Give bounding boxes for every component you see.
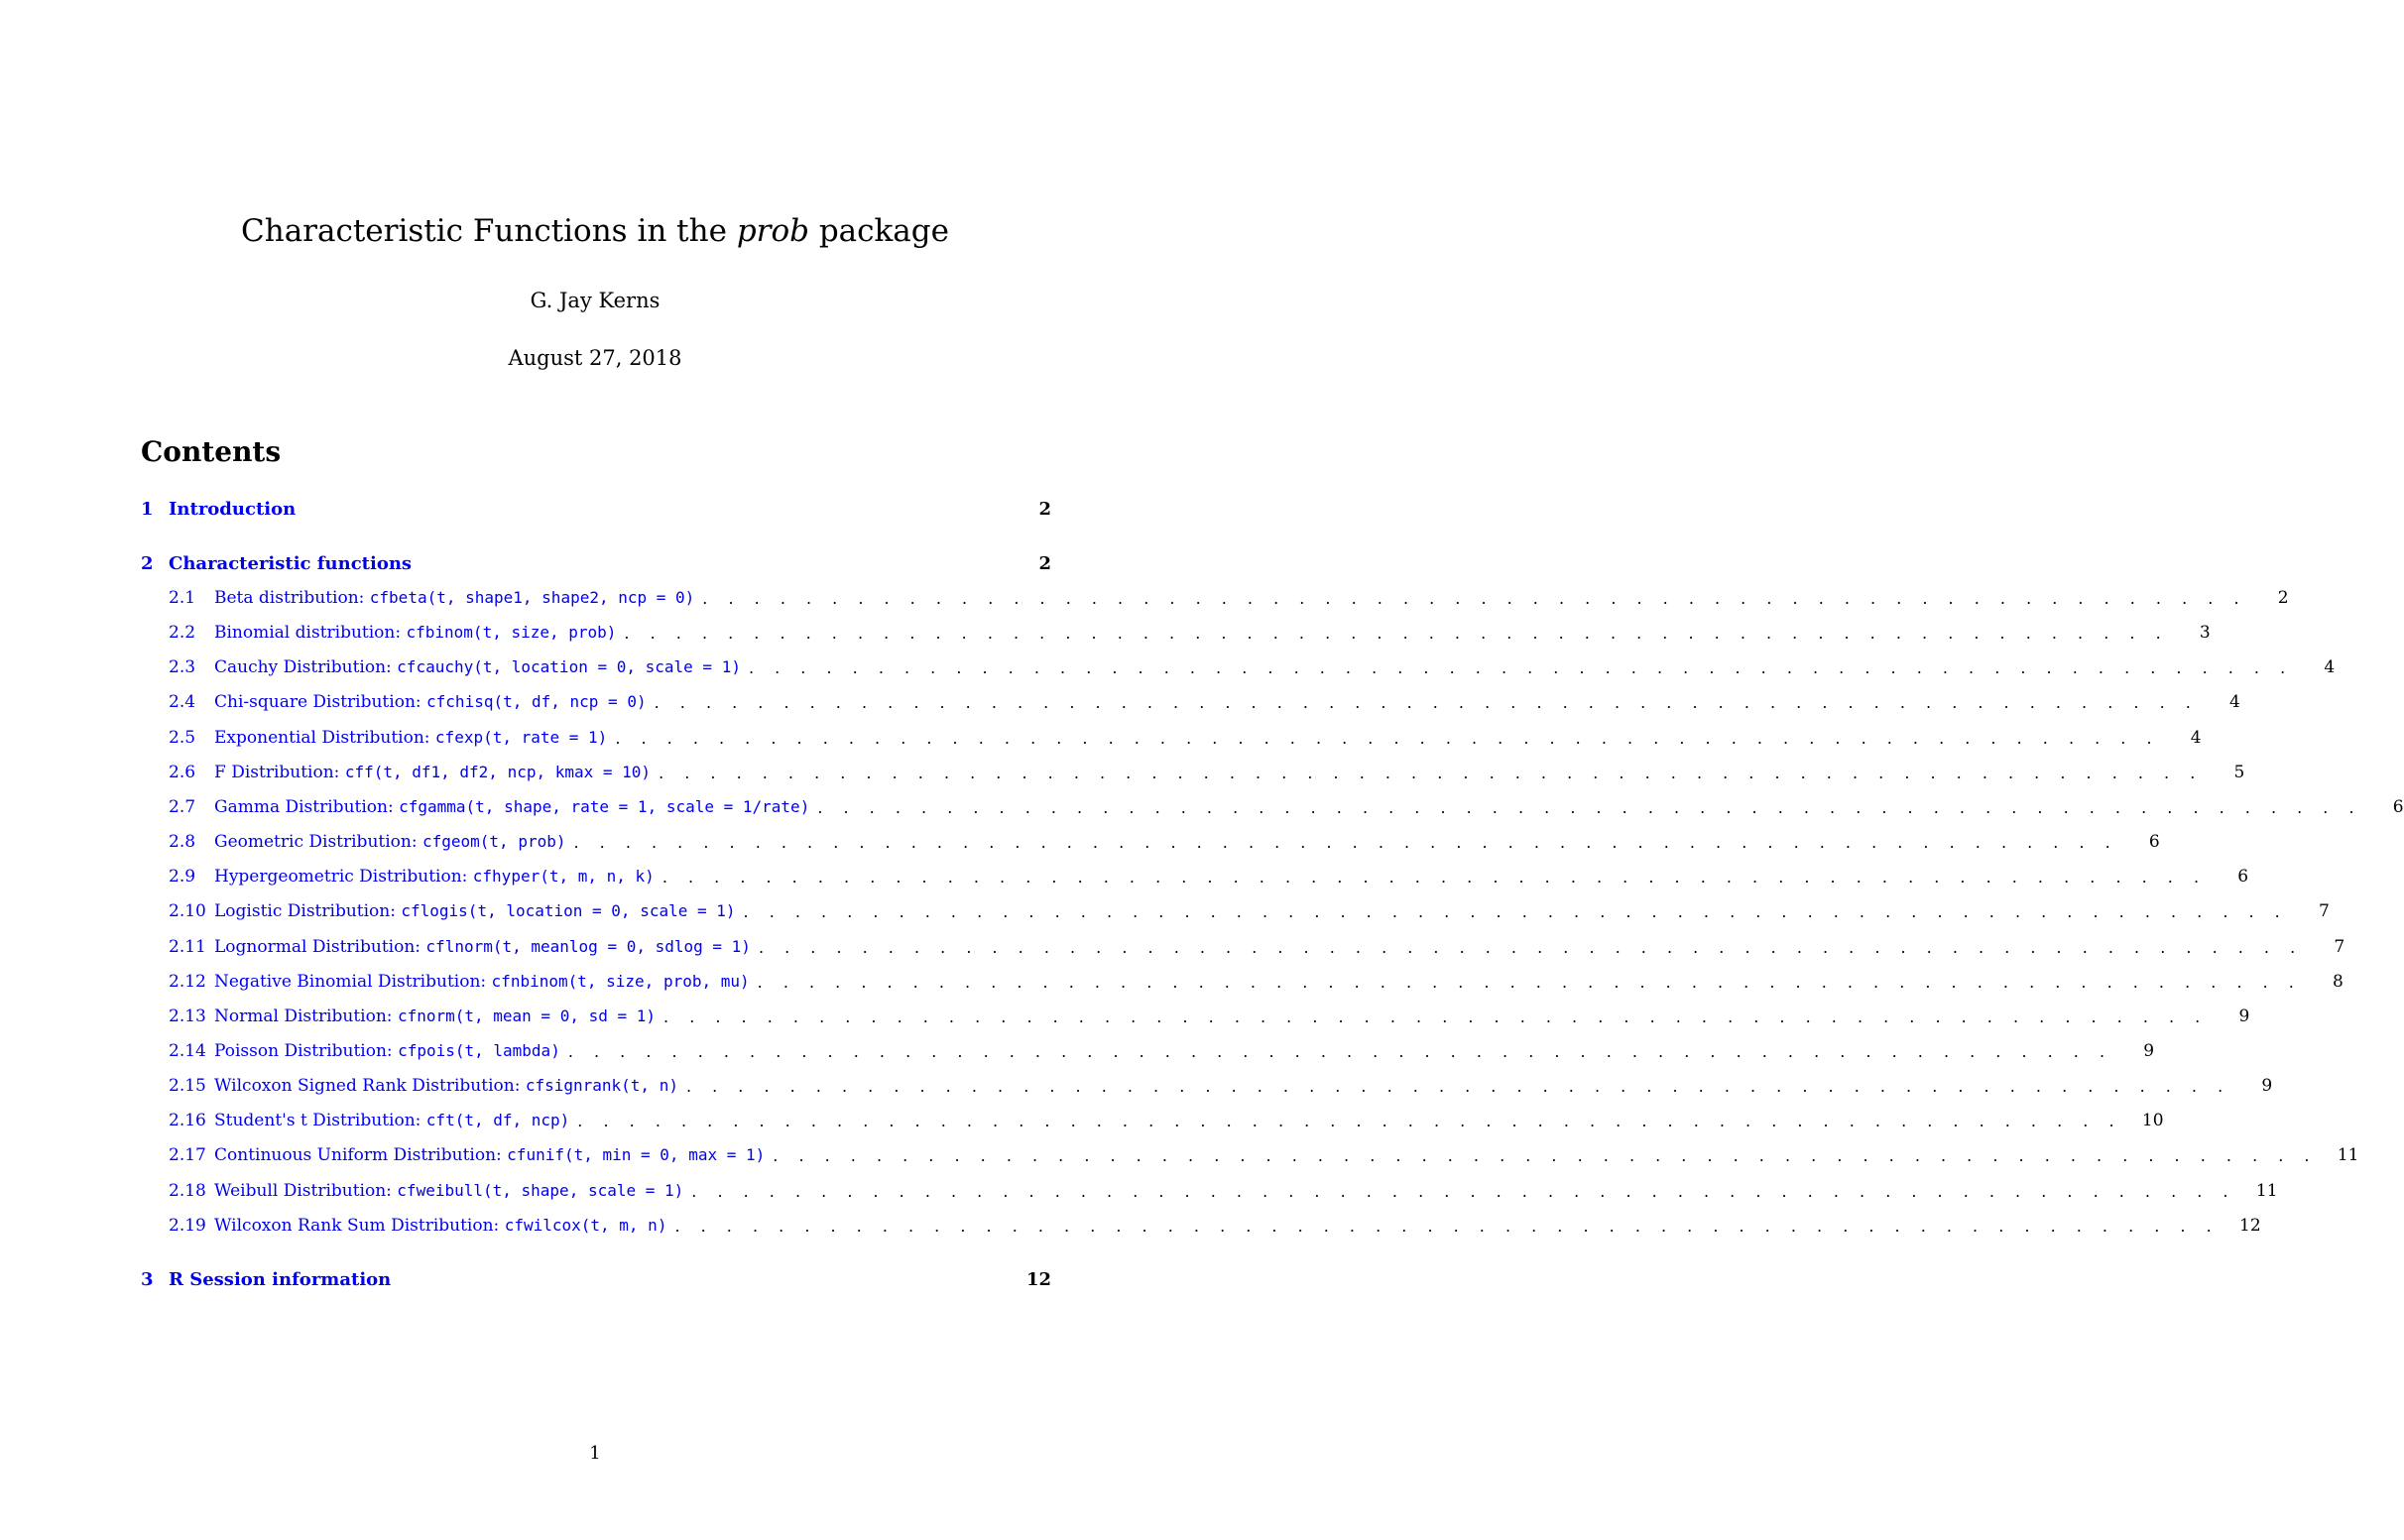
toc-subsection-number: 2.16 bbox=[169, 1111, 206, 1130]
toc-subsection-number: 2.1 bbox=[169, 588, 196, 608]
toc-subsection-number: 2.5 bbox=[169, 728, 196, 748]
toc-subsection-number: 2.4 bbox=[169, 692, 196, 712]
toc-function-signature: cfunif(t, min = 0, max = 1) bbox=[507, 1145, 766, 1164]
toc-page-number: 7 bbox=[2318, 901, 2330, 921]
toc-subsection-link[interactable] bbox=[169, 1107, 2164, 1134]
toc-leader-dots: . . . . . . . . . . . . . . . . . . . . . . . . . . . . . . . . . . . . . . . . . . . . . . . . . . . . . . . . . . . . bbox=[691, 1181, 2236, 1201]
toc-section-number: 3 bbox=[141, 1268, 154, 1290]
toc-leader-dots: . . . . . . . . . . . . . . . . . . . . . . . . . . . . . . . . . . . . . . . . . . . . . . . . . . . . . . . . . . . . bbox=[624, 623, 2169, 643]
toc-subsection-label: Normal Distribution: cfnorm(t, mean = 0, sd = 1) bbox=[214, 1007, 657, 1026]
toc-leader-dots: . . . . . . . . . . . . . . . . . . . . . . . . . . . . . . . . . . . . . . . . . . . . . . . . . . . . . . . . . . . . bbox=[567, 1041, 2113, 1061]
toc-subsection-link[interactable] bbox=[169, 653, 2336, 681]
toc-function-signature: cft(t, df, ncp) bbox=[425, 1111, 570, 1129]
toc-page-number: 9 bbox=[2238, 1007, 2250, 1026]
toc-page-number: 7 bbox=[2334, 937, 2345, 957]
toc-subsection-link[interactable] bbox=[169, 1072, 2273, 1100]
toc-subsection-link[interactable] bbox=[169, 828, 2160, 856]
title-suffix: package bbox=[808, 213, 949, 249]
toc-page-number: 5 bbox=[2233, 763, 2245, 782]
toc-function-signature: cfnbinom(t, size, prob, mu) bbox=[491, 972, 750, 991]
toc-subsection-number: 2.11 bbox=[169, 937, 206, 957]
toc-subsection-link[interactable] bbox=[169, 1037, 2155, 1065]
toc-page-number: 6 bbox=[2148, 832, 2160, 852]
toc-leader-dots: . . . . . . . . . . . . . . . . . . . . . . . . . . . . . . . . . . . . . . . . . . . . . . . . . . . . . . . . . . . . bbox=[817, 797, 2362, 817]
toc-subsection-label: Exponential Distribution: cfexp(t, rate = 1) bbox=[214, 728, 608, 748]
toc-subsection-label: Binomial distribution: cfbinom(t, size, prob) bbox=[214, 623, 617, 643]
toc-function-signature: cfpois(t, lambda) bbox=[398, 1041, 560, 1060]
toc-leader-dots: . . . . . . . . . . . . . . . . . . . . . . . . . . . . . . . . . . . . . . . . . . . . . . . . . . . . . . . . . . . . bbox=[661, 867, 2208, 887]
toc-page-number: 2 bbox=[2277, 588, 2289, 608]
toc-section-number: 1 bbox=[141, 498, 154, 520]
toc-leader-dots: . . . . . . . . . . . . . . . . . . . . . . . . . . . . . . . . . . . . . . . . . . . . . . . . . . . . . . . . . . . . bbox=[577, 1111, 2122, 1130]
toc-subsection-number: 2.12 bbox=[169, 972, 206, 992]
toc-subsection-link[interactable] bbox=[169, 759, 2245, 786]
toc-subsection-label: Negative Binomial Distribution: cfnbinom(t, size, prob, mu) bbox=[214, 972, 750, 992]
toc-subsection-label: Cauchy Distribution: cfcauchy(t, location = 0, scale = 1) bbox=[214, 657, 741, 677]
title-package-name: prob bbox=[736, 213, 809, 249]
toc-subsection-label: Beta distribution: cfbeta(t, shape1, shape2, ncp = 0) bbox=[214, 588, 695, 608]
toc-subsection-number: 2.14 bbox=[169, 1041, 206, 1061]
toc-subsection-label: Chi-square Distribution: cfchisq(t, df, ncp = 0) bbox=[214, 692, 647, 712]
toc-subsection-link[interactable] bbox=[169, 1003, 2250, 1030]
toc-section-link[interactable] bbox=[141, 549, 1051, 577]
toc-subsection-number: 2.19 bbox=[169, 1216, 206, 1236]
toc-leader-dots: . . . . . . . . . . . . . . . . . . . . . . . . . . . . . . . . . . . . . . . . . . . . . . . . . . . . . . . . . . . . bbox=[758, 937, 2304, 957]
toc-subsection-number: 2.8 bbox=[169, 832, 196, 852]
toc-page-number: 12 bbox=[1025, 1268, 1051, 1290]
toc-function-signature: cfweibull(t, shape, scale = 1) bbox=[397, 1181, 684, 1200]
toc-page-number: 9 bbox=[2143, 1041, 2155, 1061]
toc-subsection-label: Wilcoxon Rank Sum Distribution: cfwilcox(t, m, n) bbox=[214, 1216, 667, 1236]
toc-subsection-link[interactable] bbox=[169, 584, 2289, 612]
toc-section-link[interactable] bbox=[141, 1265, 1051, 1293]
toc-function-signature: cfbinom(t, size, prob) bbox=[406, 623, 617, 642]
contents-heading: Contents bbox=[141, 435, 282, 468]
toc-function-signature: cfnorm(t, mean = 0, sd = 1) bbox=[397, 1007, 657, 1025]
toc-leader-dots: . . . . . . . . . . . . . . . . . . . . . . . . . . . . . . . . . . . . . . . . . . . . . . . . . . . . . . . . . . . . bbox=[743, 901, 2288, 921]
toc-subsection-number: 2.10 bbox=[169, 901, 206, 921]
toc-function-signature: cfexp(t, rate = 1) bbox=[434, 728, 608, 747]
toc-function-signature: cfbeta(t, shape1, shape2, ncp = 0) bbox=[369, 588, 695, 607]
toc-subsection-number: 2.6 bbox=[169, 763, 196, 782]
toc-function-signature: cfcauchy(t, location = 0, scale = 1) bbox=[397, 657, 741, 676]
toc-subsection-number: 2.2 bbox=[169, 623, 196, 643]
toc-subsection-link[interactable] bbox=[169, 1212, 2261, 1240]
toc-leader-dots: . . . . . . . . . . . . . . . . . . . . . . . . . . . . . . . . . . . . . . . . . . . . . . . . . . . . . . . . . . . . bbox=[615, 728, 2160, 748]
toc-leader-dots: . . . . . . . . . . . . . . . . . . . . . . . . . . . . . . . . . . . . . . . . . . . . . . . . . . . . . . . . . . . . bbox=[748, 657, 2294, 677]
toc-subsection-number: 2.15 bbox=[169, 1076, 206, 1096]
toc-page-number: 11 bbox=[2337, 1145, 2359, 1165]
toc-page-number: 9 bbox=[2261, 1076, 2273, 1096]
toc-subsection-label: Wilcoxon Signed Rank Distribution: cfsignrank(t, n) bbox=[214, 1076, 678, 1096]
toc-function-signature: cflnorm(t, meanlog = 0, sdlog = 1) bbox=[425, 937, 751, 956]
toc-function-signature: cfchisq(t, df, ncp = 0) bbox=[426, 692, 647, 711]
toc-page-number: 8 bbox=[2333, 972, 2344, 992]
toc-subsection-label: F Distribution: cff(t, df1, df2, ncp, kmax = 10) bbox=[214, 763, 652, 782]
author: G. Jay Kerns bbox=[530, 289, 661, 312]
toc-page-number: 2 bbox=[1038, 498, 1051, 520]
toc-page-number: 4 bbox=[2324, 657, 2336, 677]
toc-subsection-link[interactable] bbox=[169, 933, 2345, 961]
toc-function-signature: cfhyper(t, m, n, k) bbox=[472, 867, 655, 886]
toc-page-number: 4 bbox=[2190, 728, 2202, 748]
toc-subsection-label: Geometric Distribution: cfgeom(t, prob) bbox=[214, 832, 566, 852]
toc-subsection-label: Continuous Uniform Distribution: cfunif(t, min = 0, max = 1) bbox=[214, 1145, 766, 1165]
toc-page-number: 12 bbox=[2239, 1216, 2261, 1236]
toc-function-signature: cflogis(t, location = 0, scale = 1) bbox=[401, 901, 736, 920]
toc-page-number: 11 bbox=[2255, 1181, 2278, 1201]
toc-section-label: Characteristic functions bbox=[169, 552, 413, 574]
toc-subsection-link[interactable] bbox=[169, 968, 2344, 996]
toc-subsection-link[interactable] bbox=[169, 724, 2202, 752]
toc-subsection-label: Weibull Distribution: cfweibull(t, shape, scale = 1) bbox=[214, 1181, 684, 1201]
toc-leader-dots: . . . . . . . . . . . . . . . . . . . . . . . . . . . . . . . . . . . . . . . . . . . . . . . . . . . . . . . . . . . . bbox=[659, 763, 2204, 782]
toc-page-number: 2 bbox=[1038, 552, 1051, 574]
toc-page-number: 10 bbox=[2141, 1111, 2164, 1130]
toc-page-number: 4 bbox=[2229, 692, 2240, 712]
toc-leader-dots: . . . . . . . . . . . . . . . . . . . . . . . . . . . . . . . . . . . . . . . . . . . . . . . . . . . . . . . . . . . . bbox=[573, 832, 2118, 852]
toc-page-number: 6 bbox=[2237, 867, 2249, 887]
toc-section-label: R Session information bbox=[169, 1268, 392, 1290]
toc-subsection-link[interactable] bbox=[169, 863, 2249, 890]
toc-subsection-label: Hypergeometric Distribution: cfhyper(t, m, n, k) bbox=[214, 867, 655, 887]
toc-function-signature: cfwilcox(t, m, n) bbox=[504, 1216, 667, 1235]
toc-function-signature: cff(t, df1, df2, ncp, kmax = 10) bbox=[344, 763, 652, 781]
toc-leader-dots: . . . . . . . . . . . . . . . . . . . . . . . . . . . . . . . . . . . . . . . . . . . . . . . . . . . . . . . . . . . . bbox=[773, 1145, 2318, 1165]
toc-subsection-link[interactable] bbox=[169, 1141, 2359, 1169]
toc-section-number: 2 bbox=[141, 552, 154, 574]
toc-leader-dots: . . . . . . . . . . . . . . . . . . . . . . . . . . . . . . . . . . . . . . . . . . . . . . . . . . . . . . . . . . . . bbox=[757, 972, 2302, 992]
toc-section-link[interactable] bbox=[141, 495, 1051, 523]
toc-function-signature: cfsignrank(t, n) bbox=[525, 1076, 678, 1095]
toc-leader-dots: . . . . . . . . . . . . . . . . . . . . . . . . . . . . . . . . . . . . . . . . . . . . . . . . . . . . . . . . . . . . bbox=[663, 1007, 2209, 1026]
toc-subsection-number: 2.3 bbox=[169, 657, 196, 677]
toc-subsection-label: Student's t Distribution: cft(t, df, ncp) bbox=[214, 1111, 570, 1130]
date: August 27, 2018 bbox=[508, 346, 682, 370]
toc-leader-dots: . . . . . . . . . . . . . . . . . . . . . . . . . . . . . . . . . . . . . . . . . . . . . . . . . . . . . . . . . . . . bbox=[685, 1076, 2231, 1096]
toc-subsection-number: 2.18 bbox=[169, 1181, 206, 1201]
toc-leader-dots: . . . . . . . . . . . . . . . . . . . . . . . . . . . . . . . . . . . . . . . . . . . . . . . . . . . . . . . . . . . . bbox=[674, 1216, 2220, 1236]
toc-subsection-link[interactable] bbox=[169, 793, 2404, 821]
toc-subsection-label: Poisson Distribution: cfpois(t, lambda) bbox=[214, 1041, 560, 1061]
toc-subsection-number: 2.13 bbox=[169, 1007, 206, 1026]
toc-subsection-link[interactable] bbox=[169, 1177, 2278, 1205]
toc-subsection-link[interactable] bbox=[169, 897, 2330, 925]
toc-leader-dots: . . . . . . . . . . . . . . . . . . . . . . . . . . . . . . . . . . . . . . . . . . . . . . . . . . . . . . . . . . . . bbox=[654, 692, 2199, 712]
page-number: 1 bbox=[589, 1443, 601, 1464]
toc-page-number: 6 bbox=[2392, 797, 2404, 817]
toc-function-signature: cfgeom(t, prob) bbox=[421, 832, 566, 851]
toc-subsection-number: 2.7 bbox=[169, 797, 196, 817]
toc-subsection-number: 2.17 bbox=[169, 1145, 206, 1165]
toc-subsection-label: Gamma Distribution: cfgamma(t, shape, rate = 1, scale = 1/rate) bbox=[214, 797, 810, 817]
toc-subsection-link[interactable] bbox=[169, 688, 2240, 716]
toc-leader-dots: . . . . . . . . . . . . . . . . . . . . . . . . . . . . . . . . . . . . . . . . . . . . . . . . . . . . . . . . . . . . bbox=[702, 588, 2247, 608]
toc-subsection-link[interactable] bbox=[169, 619, 2211, 647]
toc-page-number: 3 bbox=[2199, 623, 2211, 643]
title-prefix: Characteristic Functions in the bbox=[241, 213, 737, 249]
toc-subsection-label: Lognormal Distribution: cflnorm(t, meanlog = 0, sdlog = 1) bbox=[214, 937, 751, 957]
toc-section-label: Introduction bbox=[169, 498, 297, 520]
toc-subsection-number: 2.9 bbox=[169, 867, 196, 887]
toc-subsection-label: Logistic Distribution: cflogis(t, location = 0, scale = 1) bbox=[214, 901, 736, 921]
toc-function-signature: cfgamma(t, shape, rate = 1, scale = 1/rate) bbox=[399, 797, 810, 816]
